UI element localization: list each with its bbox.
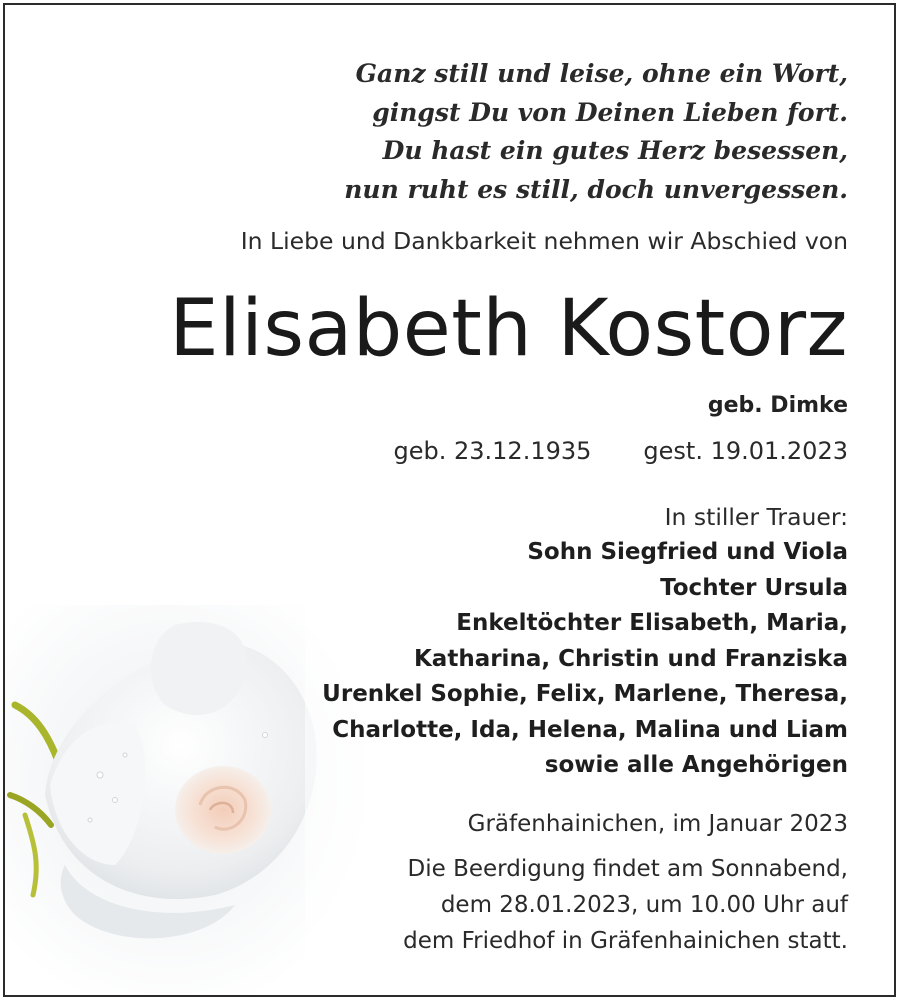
poem-line: nun ruht es still, doch unvergessen.	[344, 174, 848, 204]
mourner-line: Urenkel Sophie, Felix, Marlene, Theresa,	[322, 681, 848, 707]
life-dates	[394, 437, 849, 465]
mourning-heading: In stiller Trauer:	[664, 503, 848, 531]
funeral-line: dem Friedhof in Gräfenhainichen statt.	[403, 928, 848, 954]
poem	[344, 55, 848, 209]
place-and-date: Gräfenhainichen, im Januar 2023	[467, 811, 848, 837]
birth-date: geb. 23.12.1935	[393, 437, 592, 465]
funeral-info	[403, 851, 848, 959]
poem-line: Ganz still und leise, ohne ein Wort,	[355, 59, 848, 88]
mourner-line: Katharina, Christin und Franziska	[413, 645, 848, 672]
mourner-line: Enkeltöchter Elisabeth, Maria,	[456, 610, 848, 636]
death-date: gest. 19.01.2023	[643, 437, 848, 465]
maiden-name: geb. Dimke	[707, 393, 848, 418]
funeral-line: Die Beerdigung findet am Sonnabend,	[407, 856, 848, 882]
mourner-line: Sohn Siegfried und Viola	[527, 539, 848, 565]
deceased-name: Elisabeth Kostorz	[169, 284, 848, 374]
farewell-intro: In Liebe und Dankbarkeit nehmen wir Abschied von	[240, 227, 848, 255]
poem-line: gingst Du von Deinen Lieben fort.	[372, 97, 848, 127]
funeral-line: dem 28.01.2023, um 10.00 Uhr auf	[440, 892, 848, 918]
poem-line: Du hast ein gutes Herz besessen,	[382, 136, 848, 165]
mourner-line: Charlotte, Ida, Helena, Malina und Liam	[332, 716, 848, 743]
white-rose-image	[5, 605, 365, 997]
mourner-line: sowie alle Angehörigen	[544, 752, 848, 778]
mourner-line: Tochter Ursula	[660, 574, 848, 601]
obituary-notice	[3, 3, 896, 997]
mourners-list	[322, 535, 848, 784]
